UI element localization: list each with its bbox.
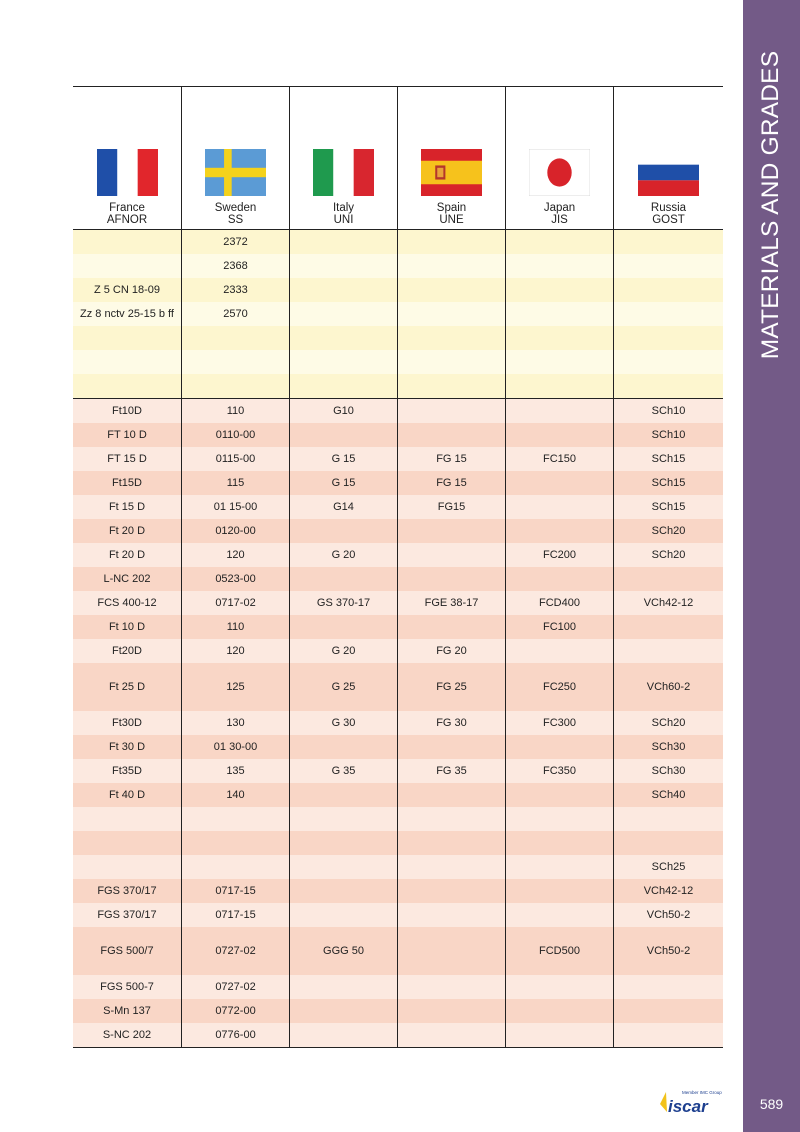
table-cell: [398, 807, 506, 831]
table-cell: FC150: [506, 447, 614, 471]
table-cell: [398, 302, 506, 326]
table-cell: FT 15 D: [73, 447, 182, 471]
table-cell: [73, 230, 182, 254]
country-label: Sweden: [214, 202, 257, 214]
table-cell: [290, 615, 398, 639]
table-row: [73, 711, 723, 735]
table-cell: [506, 735, 614, 759]
table-cell: [290, 302, 398, 326]
table-cell: [290, 831, 398, 855]
table-cell: SCh15: [651, 501, 686, 513]
table-cell: SCh15: [651, 453, 686, 465]
table-cell: [398, 567, 506, 591]
table-cell: Zz 8 nctv 25-15 b ff: [73, 302, 182, 326]
table-cell: Ft 25 D: [73, 663, 182, 711]
table-cell: [398, 350, 506, 374]
table-cell: [506, 975, 614, 999]
table-cell: [506, 278, 614, 302]
table-cell: Ft 15 D: [73, 495, 182, 519]
table-row: [73, 326, 723, 350]
table-cell: [290, 254, 398, 278]
table-cell: Ft10D: [73, 399, 182, 423]
table-cell: [182, 350, 290, 374]
table-cell: [182, 326, 290, 350]
table-row: [73, 639, 723, 663]
table-row: [73, 543, 723, 567]
table-cell: FGS 500/7: [73, 927, 182, 975]
table-cell: [614, 807, 723, 831]
table-cell: [290, 278, 398, 302]
col-header-france: [73, 87, 182, 229]
table-cell: FG15: [398, 495, 506, 519]
standard-label: GOST: [652, 214, 685, 226]
table-cell: FGE 38-17: [398, 591, 506, 615]
table-cell: [506, 399, 614, 423]
table-cell: [290, 999, 398, 1023]
table-cell: [398, 999, 506, 1023]
table-cell: 140: [182, 783, 290, 807]
table-cell: 0120-00: [182, 519, 290, 543]
table-cell: FGS 500-7: [73, 975, 182, 999]
spain-flag-icon: [421, 149, 482, 196]
table-cell: SCh20: [651, 717, 686, 729]
col-header-sweden: [182, 87, 290, 229]
table-cell: [506, 423, 614, 447]
table-cell: Ft 40 D: [73, 783, 182, 807]
table-cell: [73, 350, 182, 374]
table-row: [73, 783, 723, 807]
table-cell: VCh60-2: [646, 681, 691, 693]
table-cell: [614, 567, 723, 591]
standard-label: UNE: [439, 214, 464, 226]
table-cell: [290, 783, 398, 807]
table-cell: L-NC 202: [73, 567, 182, 591]
table-cell: G 35: [290, 759, 398, 783]
table-cell: [398, 783, 506, 807]
table-cell: [506, 326, 614, 350]
table-cell: [398, 1023, 506, 1047]
table-cell: [614, 1023, 723, 1047]
table-cell: SCh40: [651, 789, 686, 801]
table-cell: [73, 831, 182, 855]
table-cell: SCh25: [651, 861, 686, 873]
table-cell: [290, 975, 398, 999]
table-cell: [398, 399, 506, 423]
table-row: [73, 999, 723, 1023]
table-cell: [506, 374, 614, 398]
table-cell: FT 10 D: [73, 423, 182, 447]
table-cell: [290, 374, 398, 398]
table-cell: [73, 254, 182, 278]
table-cell: [73, 855, 182, 879]
table-cell: [398, 230, 506, 254]
table-cell: [614, 278, 723, 302]
table-cell: [614, 975, 723, 999]
table-cell: 2368: [182, 254, 290, 278]
table-cell: [73, 807, 182, 831]
table-cell: 2333: [182, 278, 290, 302]
table-cell: 0717-02: [182, 591, 290, 615]
table-cell: 130: [182, 711, 290, 735]
table-cell: [614, 254, 723, 278]
table-cell: VCh50-2: [646, 945, 691, 957]
table-cell: FGS 370/17: [73, 903, 182, 927]
table-cell: FC250: [506, 663, 614, 711]
col-header-spain: [398, 87, 506, 229]
table-cell: VCh42-12: [643, 885, 694, 897]
table-cell: FG 30: [398, 711, 506, 735]
table-cell: [290, 855, 398, 879]
table-cell: [506, 302, 614, 326]
table-cell: [506, 855, 614, 879]
table-section-stainless: [73, 230, 723, 399]
russia-flag-icon: [638, 149, 699, 196]
table-cell: 0772-00: [182, 999, 290, 1023]
table-cell: 2570: [182, 302, 290, 326]
table-cell: [506, 639, 614, 663]
table-cell: [398, 326, 506, 350]
table-section-cast-iron: [73, 399, 723, 1048]
table-cell: 0110-00: [182, 423, 290, 447]
table-cell: G 15: [290, 447, 398, 471]
table-cell: [290, 1023, 398, 1047]
table-cell: 110: [182, 399, 290, 423]
logo-wordmark: iscar: [668, 1097, 708, 1116]
table-row: [73, 1023, 723, 1047]
table-cell: FGS 370/17: [73, 879, 182, 903]
table-cell: [398, 423, 506, 447]
table-cell: 110: [182, 615, 290, 639]
header-row: [73, 86, 723, 230]
table-cell: [398, 927, 506, 975]
table-cell: G10: [290, 399, 398, 423]
table-cell: FG 20: [398, 639, 506, 663]
country-label: Japan: [543, 202, 576, 214]
table-cell: [614, 374, 723, 398]
table-cell: [398, 519, 506, 543]
table-cell: 0776-00: [182, 1023, 290, 1047]
table-cell: [506, 999, 614, 1023]
table-cell: [290, 903, 398, 927]
table-cell: [398, 254, 506, 278]
italy-flag-icon: [313, 149, 374, 196]
table-cell: [290, 230, 398, 254]
table-row: [73, 879, 723, 903]
table-row: [73, 278, 723, 302]
table-cell: S-NC 202: [73, 1023, 182, 1047]
table-row: [73, 663, 723, 711]
country-label: Italy: [332, 202, 355, 214]
table-cell: [290, 807, 398, 831]
table-cell: FG 15: [398, 471, 506, 495]
table-cell: FC350: [506, 759, 614, 783]
table-cell: Z 5 CN 18-09: [73, 278, 182, 302]
standard-label: JIS: [551, 214, 568, 226]
table-cell: [182, 374, 290, 398]
table-cell: G 25: [290, 663, 398, 711]
table-row: [73, 735, 723, 759]
table-row: [73, 615, 723, 639]
materials-table: [73, 86, 723, 1048]
table-row: [73, 399, 723, 423]
table-cell: Ft20D: [73, 639, 182, 663]
table-cell: [506, 230, 614, 254]
table-row: [73, 302, 723, 326]
table-cell: 135: [182, 759, 290, 783]
standard-label: UNI: [333, 214, 354, 226]
table-row: [73, 591, 723, 615]
table-cell: 0523-00: [182, 567, 290, 591]
table-cell: FC300: [506, 711, 614, 735]
table-row: [73, 519, 723, 543]
table-cell: Ft30D: [73, 711, 182, 735]
table-cell: 0717-15: [182, 879, 290, 903]
table-cell: [398, 374, 506, 398]
col-header-japan: [506, 87, 614, 229]
table-row: [73, 903, 723, 927]
table-cell: [290, 423, 398, 447]
table-cell: [614, 350, 723, 374]
table-cell: [182, 831, 290, 855]
table-cell: [506, 567, 614, 591]
table-cell: SCh20: [651, 549, 686, 561]
sweden-flag-icon: [205, 149, 266, 196]
table-row: [73, 855, 723, 879]
table-cell: [506, 879, 614, 903]
standard-label: SS: [227, 214, 244, 226]
table-cell: [290, 879, 398, 903]
table-cell: [290, 326, 398, 350]
table-cell: 125: [182, 663, 290, 711]
table-cell: SCh30: [651, 765, 686, 777]
col-header-italy: [290, 87, 398, 229]
table-cell: [290, 350, 398, 374]
table-cell: SCh20: [651, 525, 686, 537]
table-cell: [398, 615, 506, 639]
country-label: Spain: [436, 202, 467, 214]
table-cell: Ft 30 D: [73, 735, 182, 759]
table-cell: Ft 20 D: [73, 543, 182, 567]
france-flag-icon: [97, 149, 158, 196]
table-row: [73, 471, 723, 495]
table-cell: [398, 735, 506, 759]
table-cell: [398, 903, 506, 927]
table-cell: [614, 326, 723, 350]
table-row: [73, 759, 723, 783]
table-row: [73, 230, 723, 254]
table-row: [73, 254, 723, 278]
table-cell: G 20: [290, 639, 398, 663]
table-cell: VCh42-12: [643, 597, 694, 609]
table-cell: SCh10: [651, 429, 686, 441]
table-cell: [398, 543, 506, 567]
table-cell: 0727-02: [182, 927, 290, 975]
table-cell: [398, 879, 506, 903]
table-row: [73, 975, 723, 999]
table-cell: G 20: [290, 543, 398, 567]
table-cell: [398, 975, 506, 999]
table-cell: FC200: [506, 543, 614, 567]
table-cell: FCS 400-12: [73, 591, 182, 615]
table-cell: SCh15: [651, 477, 686, 489]
table-cell: [614, 831, 723, 855]
table-cell: VCh50-2: [646, 909, 691, 921]
table-cell: 120: [182, 639, 290, 663]
table-cell: 120: [182, 543, 290, 567]
table-cell: [506, 519, 614, 543]
table-row: [73, 927, 723, 975]
table-cell: [398, 278, 506, 302]
table-cell: 2372: [182, 230, 290, 254]
table-cell: GGG 50: [290, 927, 398, 975]
table-cell: [182, 855, 290, 879]
table-cell: FCD500: [506, 927, 614, 975]
table-cell: G 30: [290, 711, 398, 735]
table-cell: [182, 807, 290, 831]
table-cell: SCh30: [651, 741, 686, 753]
table-cell: 01 30-00: [182, 735, 290, 759]
iscar-logo: [658, 1086, 728, 1116]
table-row: [73, 567, 723, 591]
table-cell: [398, 831, 506, 855]
table-row: [73, 374, 723, 398]
table-cell: FG 15: [398, 447, 506, 471]
table-cell: [506, 807, 614, 831]
table-cell: GS 370-17: [290, 591, 398, 615]
table-cell: [506, 350, 614, 374]
table-cell: [614, 302, 723, 326]
table-cell: [290, 567, 398, 591]
table-row: [73, 831, 723, 855]
table-cell: [506, 254, 614, 278]
table-cell: [73, 326, 182, 350]
page-number: 589: [743, 1075, 800, 1132]
table-cell: 0717-15: [182, 903, 290, 927]
table-cell: [73, 374, 182, 398]
table-cell: [506, 903, 614, 927]
table-cell: [398, 855, 506, 879]
section-title: MATERIALS AND GRADES: [757, 50, 784, 360]
table-row: [73, 495, 723, 519]
table-cell: 115: [182, 471, 290, 495]
table-cell: Ft35D: [73, 759, 182, 783]
table-cell: 0727-02: [182, 975, 290, 999]
table-cell: [506, 495, 614, 519]
table-cell: G14: [290, 495, 398, 519]
country-label: France: [109, 202, 145, 214]
table-cell: Ft 10 D: [73, 615, 182, 639]
table-cell: FG 35: [398, 759, 506, 783]
table-cell: S-Mn 137: [73, 999, 182, 1023]
table-cell: [506, 783, 614, 807]
logo-tagline: Member IMC Group: [682, 1090, 722, 1095]
table-cell: [506, 1023, 614, 1047]
table-cell: 0115-00: [182, 447, 290, 471]
table-row: [73, 350, 723, 374]
table-cell: 01 15-00: [182, 495, 290, 519]
table-cell: Ft15D: [73, 471, 182, 495]
table-cell: [614, 639, 723, 663]
table-row: [73, 423, 723, 447]
table-row: [73, 807, 723, 831]
standard-label: AFNOR: [106, 214, 148, 226]
table-cell: [614, 230, 723, 254]
table-cell: FC100: [506, 615, 614, 639]
japan-flag-icon: [529, 149, 590, 196]
table-cell: FCD400: [506, 591, 614, 615]
table-cell: [614, 999, 723, 1023]
table-cell: Ft 20 D: [73, 519, 182, 543]
table-cell: FG 25: [398, 663, 506, 711]
table-row: [73, 447, 723, 471]
table-cell: [506, 471, 614, 495]
table-cell: [506, 831, 614, 855]
col-header-russia: [614, 87, 723, 229]
table-cell: [290, 519, 398, 543]
table-cell: SCh10: [651, 405, 686, 417]
table-cell: [290, 735, 398, 759]
table-cell: [614, 615, 723, 639]
table-cell: G 15: [290, 471, 398, 495]
country-label: Russia: [650, 202, 687, 214]
